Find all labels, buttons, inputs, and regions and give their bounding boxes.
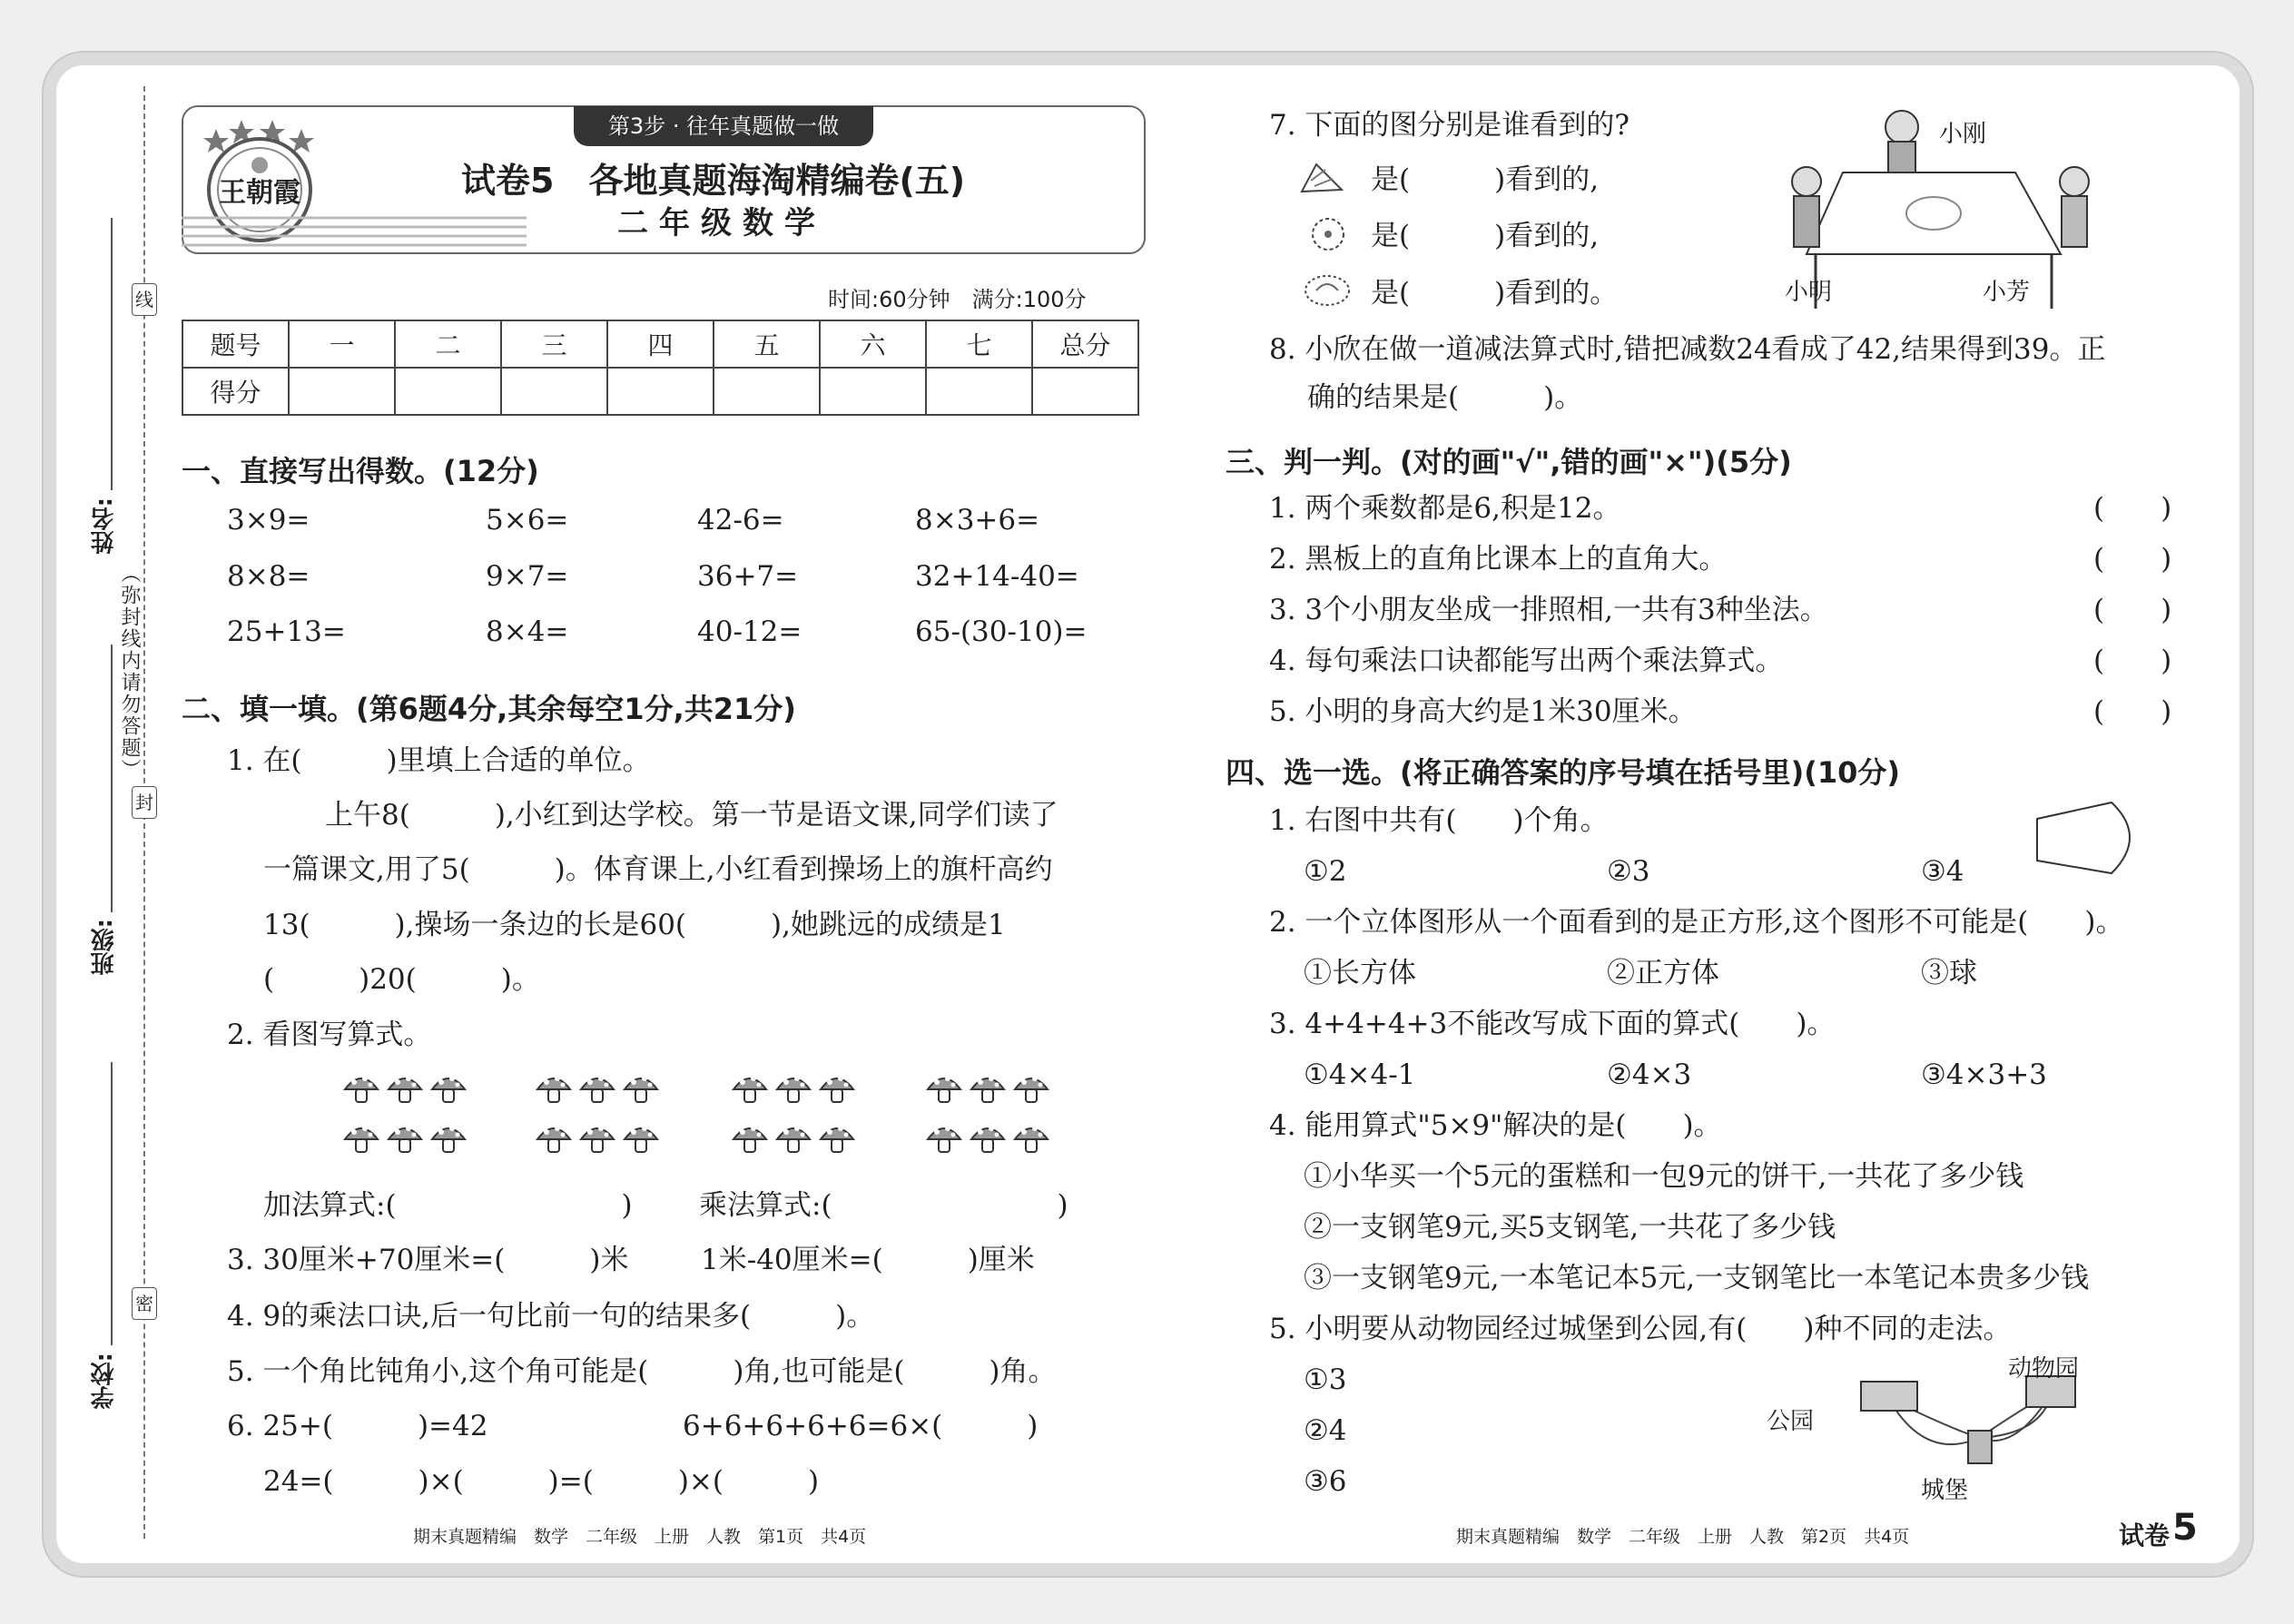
exam-subtitle: 二年级数学 [617,205,826,241]
q7-line: 是( )看到的, [1371,163,1600,196]
s2-q1-line: ( )20( )。 [263,963,540,996]
score-input-cell[interactable] [820,368,926,415]
score-header-cell: 总分 [1032,320,1138,368]
s2-q3a: 3. 30厘米+70厘米=( )米 [227,1244,629,1276]
q8-line2: 确的结果是( )。 [1307,381,1583,414]
seal-char-1: 线 [132,283,157,316]
score-input-cell[interactable] [501,368,607,415]
s4-q4: 4. 能用算式"5×9"解决的是( )。 [1269,1109,1722,1142]
s4-q3-opt: ①4×4-1 [1304,1058,1416,1091]
step-tab: 第3步 · 往年真题做一做 [574,106,873,146]
score-input-cell[interactable] [1032,368,1138,415]
judge-answer-box[interactable]: ( ) [2093,645,2172,677]
s4-q4-opt: ①小华买一个5元的蛋糕和一包9元的饼干,一共花了多少钱 [1304,1160,2024,1193]
s2-q1: 1. 在( )里填上合适的单位。 [227,744,651,777]
exam-title: 试卷5 各地真题海淘精编卷(五) [461,161,966,201]
binding-note: （弥封线内请勿答题） [118,563,141,781]
score-header-cell: 一 [289,320,395,368]
s4-q4-opt: ③一支钢笔9元,一本笔记本5元,一支钢笔比一本笔记本贵多少钱 [1304,1262,2090,1294]
school-label: 学校: [91,1353,118,1410]
q7-line: 是( )看到的。 [1371,277,1619,310]
calc-item: 42-6= [697,504,784,536]
s2-q4: 4. 9的乘法口诀,后一句比前一句的结果多( )。 [227,1300,875,1333]
score-table-score-row [182,368,1138,415]
calc-item: 25+13= [227,615,346,648]
s4-q1: 1. 右图中共有( )个角。 [1269,804,1609,837]
judge-item: 5. 小明的身高大约是1米30厘米。 [1269,695,1697,728]
score-header-cell: 四 [607,320,714,368]
calc-item: 8×3+6= [915,504,1040,536]
s2-q2: 2. 看图写算式。 [227,1019,432,1051]
calc-item: 40-12= [697,615,802,648]
score-header-cell: 三 [501,320,607,368]
school-field[interactable] [111,1062,113,1345]
name-field[interactable] [111,218,113,490]
judge-answer-box[interactable]: ( ) [2093,543,2172,576]
s4-q1-opt: ②3 [1607,855,1650,888]
s4-q2-opt: ①长方体 [1304,957,1416,989]
map-label-park: 公园 [1767,1408,1815,1435]
map-label-castle: 城堡 [1921,1477,1969,1504]
s4-q1-opt: ①2 [1304,855,1347,888]
s2-q1-line: 一篇课文,用了5( )。体育课上,小红看到操场上的旗杆高约 [263,853,1053,886]
score-row-label: 得分 [182,368,289,415]
s4-q3-opt: ②4×3 [1607,1058,1692,1091]
score-table-header-row [182,320,1138,368]
calc-item: 9×7= [486,560,569,593]
calc-item: 36+7= [697,560,799,593]
judge-item: 4. 每句乘法口诀都能写出两个乘法算式。 [1269,645,1784,677]
kid-name-xiaofang: 小芳 [1983,279,2031,306]
s2-q3b: 1米-40厘米=( )厘米 [701,1244,1035,1276]
angle-shape-icon [2033,797,2141,879]
s4-q5: 5. 小明要从动物园经过城堡到公园,有( )种不同的走法。 [1269,1313,2012,1345]
s2-q6b: 6+6+6+6+6=6×( ) [683,1410,1039,1442]
q7-line: 是( )看到的, [1371,220,1600,252]
exam-badge-text: 试卷 [2119,1521,2171,1550]
calc-item: 8×4= [486,615,569,648]
s2-q6a: 6. 25+( )=42 [227,1410,488,1442]
judge-item: 1. 两个乘数都是6,积是12。 [1269,492,1621,525]
map-label-zoo: 动物园 [2008,1355,2080,1383]
exam-badge-number: 5 [2172,1507,2198,1549]
score-input-cell[interactable] [289,368,395,415]
s4-q5-opt: ①3 [1304,1363,1347,1396]
calc-item: 8×8= [227,560,310,593]
s4-q2-opt: ③球 [1921,957,1977,989]
s4-q3: 3. 4+4+4+3不能改写成下面的算式( )。 [1269,1008,1836,1040]
view-pattern-icon [1307,213,1349,255]
score-header-cell: 七 [926,320,1032,368]
score-input-cell[interactable] [714,368,820,415]
svg-text:王朝霞: 王朝霞 [219,177,300,209]
header-stripes [182,211,527,252]
footer-left: 期末真题精编 数学 二年级 上册 人教 第1页 共4页 [413,1527,867,1547]
s4-q5-opt: ③6 [1304,1465,1347,1498]
footer-right: 期末真题精编 数学 二年级 上册 人教 第2页 共4页 [1456,1527,1910,1547]
judge-answer-box[interactable]: ( ) [2093,594,2172,626]
time-info: 时间:60分钟 满分:100分 [828,287,1087,312]
s2-q2-add[interactable]: 加法算式:( ) [263,1189,633,1222]
s4-q5-opt: ②4 [1304,1414,1347,1447]
score-header-cell: 题号 [182,320,289,368]
s4-q2: 2. 一个立体图形从一个面看到的是正方形,这个图形不可能是( )。 [1269,906,2124,939]
judge-item: 2. 黑板上的直角比课本上的直角大。 [1269,543,1728,576]
judge-item: 3. 3个小朋友坐成一排照相,一共有3种坐法。 [1269,594,1828,626]
s4-q1-opt: ③4 [1921,855,1964,888]
score-input-cell[interactable] [607,368,714,415]
s2-q6c: 24=( )×( )=( )×( ) [263,1465,820,1498]
score-input-cell[interactable] [926,368,1032,415]
score-input-cell[interactable] [395,368,501,415]
s2-q1-line: 13( ),操场一条边的长是60( ),她跳远的成绩是1 [263,909,1006,941]
section3-title: 三、判一判。(对的画"√",错的画"×")(5分) [1226,445,1792,479]
section2-title: 二、填一填。(第6题4分,其余每空1分,共21分) [182,692,796,726]
class-label: 班级: [91,919,118,976]
s2-q1-line: 上午8( ),小红到达学校。第一节是语文课,同学们读了 [325,799,1058,832]
calc-item: 65-(30-10)= [915,615,1088,648]
seal-char-3: 密 [132,1287,157,1320]
score-table [182,320,1139,416]
s2-q5: 5. 一个角比钝角小,这个角可能是( )角,也可能是( )角。 [227,1355,1057,1388]
kid-name-xiaoming: 小明 [1785,279,1833,306]
judge-answer-box[interactable]: ( ) [2093,492,2172,525]
name-label: 姓名: [91,497,118,555]
mushroom-groups-icon [343,1069,1097,1178]
q8-line1: 8. 小欣在做一道减法算式时,错把减数24看成了42,结果得到39。正 [1269,333,2106,366]
score-header-cell: 五 [714,320,820,368]
s4-q2-opt: ②正方体 [1607,957,1719,989]
q7: 7. 下面的图分别是谁看到的? [1269,109,1630,142]
calc-item: 5×6= [486,504,569,536]
kid-name-xiaogang: 小刚 [1939,121,1987,148]
s4-q4-opt: ②一支钢笔9元,买5支钢笔,一共花了多少钱 [1304,1211,1836,1244]
score-header-cell: 六 [820,320,926,368]
view-pattern-icon [1298,159,1345,195]
score-header-cell: 二 [395,320,501,368]
view-pattern-icon [1302,272,1353,309]
s2-q2-mul[interactable]: 乘法算式:( ) [699,1189,1068,1222]
judge-answer-box[interactable]: ( ) [2093,695,2172,728]
calc-item: 3×9= [227,504,310,536]
seal-char-2: 封 [132,786,157,819]
section4-title: 四、选一选。(将正确答案的序号填在括号里)(10分) [1226,755,1901,790]
s4-q3-opt: ③4×3+3 [1921,1058,2047,1091]
class-field[interactable] [111,645,113,912]
section1-title: 一、直接写出得数。(12分) [182,454,539,488]
calc-item: 32+14-40= [915,560,1079,593]
